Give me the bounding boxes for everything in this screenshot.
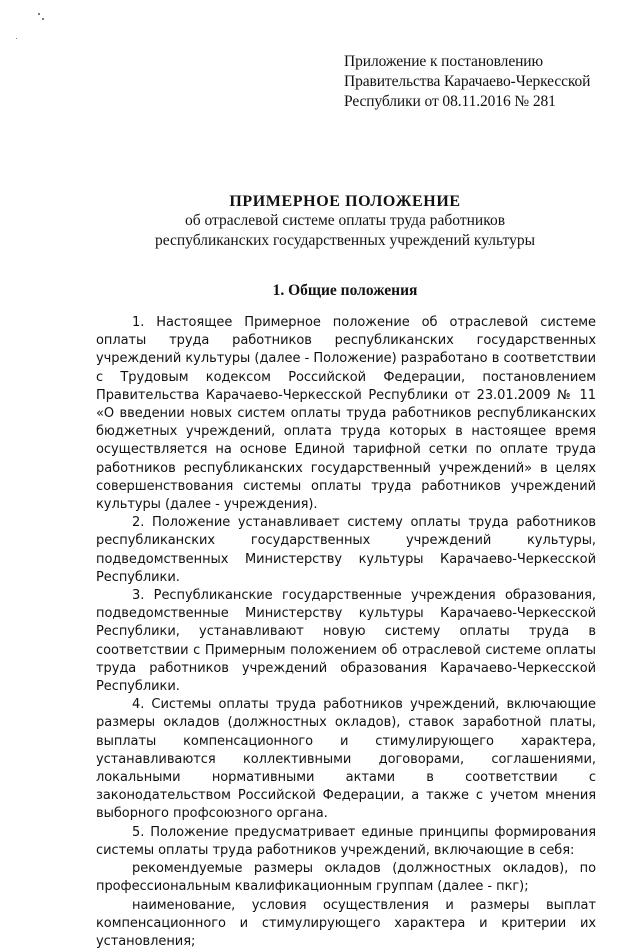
approval-line-1: Приложение к постановлению — [344, 52, 590, 72]
document-subtitle-line-2: республиканских государственных учреждений культуры — [70, 231, 620, 251]
scan-speck — [16, 38, 17, 39]
document-title: ПРИМЕРНОЕ ПОЛОЖЕНИЕ — [70, 193, 620, 211]
document-body — [96, 314, 596, 951]
paragraph-4: 4. Системы оплаты труда работников учреждений, включающие размеры окладов (должностных окладов), ставок заработной платы, выплаты компенсационного и стимулирующего характера, устанавливаются коллективными договорами, соглашениями, локальными нормативными актами в соответствии с законодательством Российской Федерации, а также с учетом мнения выборного профсоюзного органа. — [96, 696, 596, 823]
scan-speck — [42, 18, 44, 20]
list-item-payments: наименование, условия осуществления и размеры выплат компенсационного и стимулирующего характера и критерии их установления; — [96, 897, 596, 951]
paragraph-3: 3. Республиканские государственные учреждения образования, подведомственные Министерству культуры Карачаево-Черкесской Республики, устанавливают новую систему оплаты труда в соответствии с Примерным положением об отраслевой системе оплаты труда работников учреждений образования Карачаево-Черкесской Республики. — [96, 587, 596, 696]
paragraph-2: 2. Положение устанавливает систему оплаты труда работников республиканских государственных учреждений культуры, подведомственных Министерству культуры Карачаево-Черкесской Республики. — [96, 514, 596, 587]
paragraph-5: 5. Положение предусматривает единые принципы формирования системы оплаты труда работников учреждений, включающие в себя: — [96, 824, 596, 860]
approval-line-2: Правительства Карачаево-Черкесской — [344, 72, 590, 92]
section-heading: 1. Общие положения — [70, 282, 620, 300]
paragraph-1: 1. Настоящее Примерное положение об отраслевой системе оплаты труда работников республиканских государственных учреждений культуры (далее - Положение) разработано в соответствии с Трудовым кодексом Российской Федерации, постановлением Правительства Карачаево-Черкесской Республики от 23.01.2009 № 11 «О введении новых систем оплаты труда работников республиканских бюджетных учреждений, оплата труда которых в настоящее время осуществляется на основе Единой тарифной сетки по оплате труда работников республиканских государственный учреждений» в целях совершенствования системы оплаты труда работников учреждений культуры (далее - учреждения). — [96, 314, 596, 514]
scan-speck — [38, 13, 40, 15]
document-subtitle-line-1: об отраслевой системе оплаты труда работников — [70, 211, 620, 231]
approval-line-3: Республики от 08.11.2016 № 281 — [344, 92, 590, 112]
list-item-salaries: рекомендуемые размеры окладов (должностных окладов), по профессиональным квалификационным группам (далее - пкг); — [96, 860, 596, 896]
approval-note — [344, 52, 590, 112]
